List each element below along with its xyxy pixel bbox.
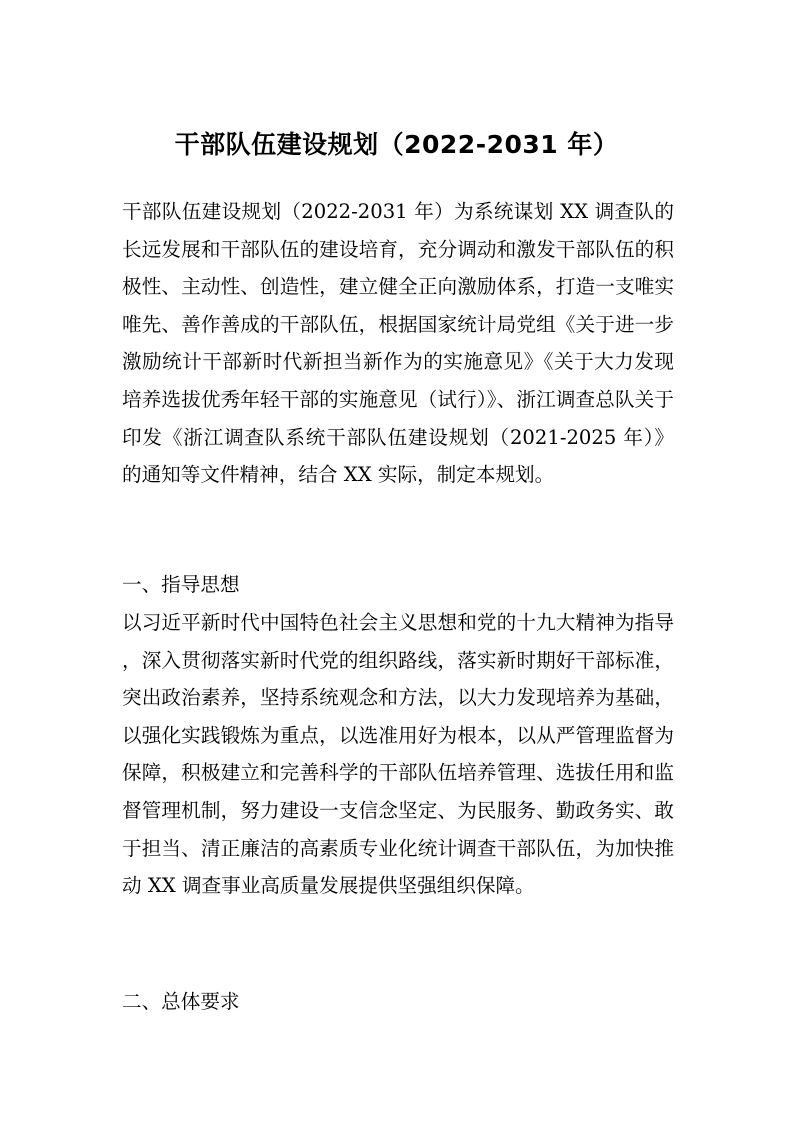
section-heading-overall-requirements: 二、总体要求	[122, 990, 240, 1013]
section-heading-guiding-ideology: 一、指导思想	[122, 573, 240, 596]
guiding-ideology-paragraph: 以习近平新时代中国特色社会主义思想和党的十九大精神为指导，深入贯彻落实新时代党的组织路线，落实新时期好干部标准，突出政治素养，坚持系统观念和方法，以大力发现培养为基础，以强化实践锻炼为重点，以选准用好为根本，以从严管理监督为保障，积极建立和完善科学的干部队伍培养管理、选拔任用和监督管理机制，努力建设一支信念坚定、为民服务、勤政务实、敢于担当、清正廉洁的高素质专业化统计调查干部队伍，为加快推动 XX 调查事业高质量发展提供坚强组织保障。	[122, 611, 674, 898]
intro-paragraph: 干部队伍建设规划（2022-2031 年）为系统谋划 XX 调查队的长远发展和干部队伍的建设培育，充分调动和激发干部队伍的积极性、主动性、创造性，建立健全正向激励体系，打造一支唯实唯先、善作善成的干部队伍，根据国家统计局党组《关于进一步激励统计干部新时代新担当新作为的实施意见》《关于大力发现培养选拔优秀年轻干部的实施意见（试行）》、浙江调查总队关于印发《浙江调查队系统干部队伍建设规划（2021-2025 年）》的通知等文件精神，结合 XX 实际，制定本规划。	[122, 200, 674, 487]
document-title: 干部队伍建设规划（2022-2031 年）	[174, 130, 619, 159]
